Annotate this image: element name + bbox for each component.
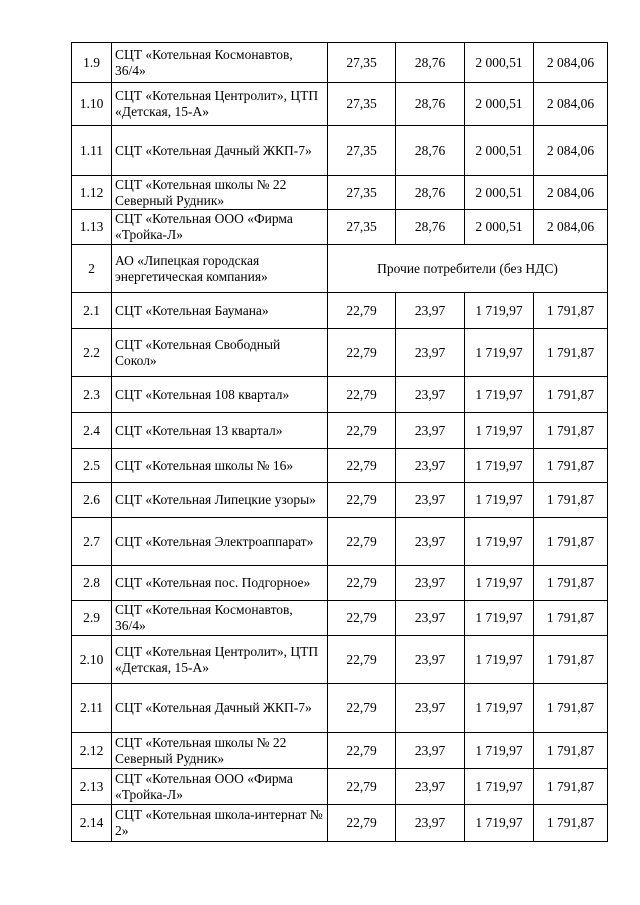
tariff-value-1: 22,79 bbox=[328, 601, 396, 636]
table-row bbox=[72, 566, 608, 601]
tariff-value-4: 2 084,06 bbox=[534, 210, 608, 245]
row-name: СЦТ «Котельная Баумана» bbox=[112, 293, 328, 329]
row-number: 2.11 bbox=[72, 684, 112, 733]
tariff-value-4: 1 791,87 bbox=[534, 733, 608, 769]
tariff-value-2: 28,76 bbox=[396, 126, 465, 176]
tariff-value-2: 23,97 bbox=[396, 329, 465, 377]
tariff-value-1: 27,35 bbox=[328, 176, 396, 210]
tariff-value-1: 22,79 bbox=[328, 293, 396, 329]
tariff-value-1: 22,79 bbox=[328, 733, 396, 769]
tariff-value-2: 23,97 bbox=[396, 566, 465, 601]
tariff-value-4: 1 791,87 bbox=[534, 293, 608, 329]
tariff-value-3: 1 719,97 bbox=[465, 566, 534, 601]
table-row bbox=[72, 329, 608, 377]
tariff-value-3: 1 719,97 bbox=[465, 805, 534, 842]
table-row bbox=[72, 210, 608, 245]
tariff-value-4: 1 791,87 bbox=[534, 566, 608, 601]
tariff-value-1: 22,79 bbox=[328, 483, 396, 518]
table-row bbox=[72, 293, 608, 329]
table-row bbox=[72, 636, 608, 684]
row-number: 1.10 bbox=[72, 83, 112, 126]
tariff-value-3: 1 719,97 bbox=[465, 483, 534, 518]
tariff-value-4: 2 084,06 bbox=[534, 176, 608, 210]
tariff-value-3: 1 719,97 bbox=[465, 769, 534, 805]
row-number: 2.5 bbox=[72, 449, 112, 483]
consumer-category: Прочие потребители (без НДС) bbox=[328, 245, 608, 293]
row-name: СЦТ «Котельная Центролит», ЦТП «Детская, 15-А» bbox=[112, 636, 328, 684]
row-number: 1.11 bbox=[72, 126, 112, 176]
tariff-value-1: 22,79 bbox=[328, 329, 396, 377]
table-row bbox=[72, 176, 608, 210]
row-name: СЦТ «Котельная пос. Подгорное» bbox=[112, 566, 328, 601]
row-name: СЦТ «Котельная Электроаппарат» bbox=[112, 518, 328, 566]
tariff-value-2: 23,97 bbox=[396, 413, 465, 449]
tariff-value-1: 22,79 bbox=[328, 769, 396, 805]
row-number: 1.12 bbox=[72, 176, 112, 210]
table-row bbox=[72, 684, 608, 733]
tariff-value-2: 23,97 bbox=[396, 636, 465, 684]
table-row bbox=[72, 518, 608, 566]
tariff-value-4: 2 084,06 bbox=[534, 43, 608, 83]
tariff-value-2: 23,97 bbox=[396, 483, 465, 518]
tariff-value-1: 27,35 bbox=[328, 83, 396, 126]
row-number: 2.10 bbox=[72, 636, 112, 684]
tariff-table-body bbox=[72, 43, 608, 842]
tariff-value-2: 28,76 bbox=[396, 210, 465, 245]
section-row bbox=[72, 245, 608, 293]
tariff-value-3: 1 719,97 bbox=[465, 684, 534, 733]
table-row bbox=[72, 43, 608, 83]
tariff-value-1: 27,35 bbox=[328, 43, 396, 83]
row-name: СЦТ «Котельная ООО «Фирма «Тройка-Л» bbox=[112, 769, 328, 805]
tariff-value-4: 1 791,87 bbox=[534, 636, 608, 684]
tariff-value-1: 22,79 bbox=[328, 413, 396, 449]
row-name: СЦТ «Котельная школы № 16» bbox=[112, 449, 328, 483]
tariff-value-2: 23,97 bbox=[396, 805, 465, 842]
tariff-value-2: 28,76 bbox=[396, 83, 465, 126]
row-number: 2.9 bbox=[72, 601, 112, 636]
tariff-value-3: 2 000,51 bbox=[465, 126, 534, 176]
tariff-value-4: 1 791,87 bbox=[534, 483, 608, 518]
tariff-value-2: 23,97 bbox=[396, 377, 465, 413]
row-number: 2.4 bbox=[72, 413, 112, 449]
row-number: 2.3 bbox=[72, 377, 112, 413]
row-name: СЦТ «Котельная Космонавтов, 36/4» bbox=[112, 43, 328, 83]
tariff-value-3: 1 719,97 bbox=[465, 636, 534, 684]
table-row bbox=[72, 83, 608, 126]
row-number: 2.14 bbox=[72, 805, 112, 842]
tariff-value-2: 23,97 bbox=[396, 769, 465, 805]
table-row bbox=[72, 805, 608, 842]
tariff-value-4: 1 791,87 bbox=[534, 684, 608, 733]
tariff-value-3: 2 000,51 bbox=[465, 210, 534, 245]
tariff-value-3: 1 719,97 bbox=[465, 413, 534, 449]
row-name: СЦТ «Котельная Центролит», ЦТП «Детская, 15-А» bbox=[112, 83, 328, 126]
tariff-value-2: 23,97 bbox=[396, 518, 465, 566]
row-number: 2.8 bbox=[72, 566, 112, 601]
row-number: 2.6 bbox=[72, 483, 112, 518]
row-name: СЦТ «Котельная школы № 22 Северный Рудник» bbox=[112, 733, 328, 769]
table-row bbox=[72, 126, 608, 176]
row-number: 2.2 bbox=[72, 329, 112, 377]
table-row bbox=[72, 769, 608, 805]
tariff-value-2: 23,97 bbox=[396, 293, 465, 329]
tariff-value-2: 23,97 bbox=[396, 684, 465, 733]
row-name: СЦТ «Котельная Липецкие узоры» bbox=[112, 483, 328, 518]
row-number: 1.13 bbox=[72, 210, 112, 245]
tariff-value-3: 1 719,97 bbox=[465, 293, 534, 329]
tariff-value-4: 1 791,87 bbox=[534, 769, 608, 805]
row-name: АО «Липецкая городская энергетическая компания» bbox=[112, 245, 328, 293]
tariff-value-3: 2 000,51 bbox=[465, 43, 534, 83]
tariff-value-1: 22,79 bbox=[328, 684, 396, 733]
tariff-value-2: 28,76 bbox=[396, 176, 465, 210]
table-row bbox=[72, 733, 608, 769]
tariff-value-4: 1 791,87 bbox=[534, 413, 608, 449]
table-row bbox=[72, 413, 608, 449]
row-number: 2.1 bbox=[72, 293, 112, 329]
row-name: СЦТ «Котельная Космонавтов, 36/4» bbox=[112, 601, 328, 636]
tariff-value-4: 2 084,06 bbox=[534, 126, 608, 176]
tariff-value-4: 1 791,87 bbox=[534, 377, 608, 413]
tariff-value-3: 1 719,97 bbox=[465, 449, 534, 483]
tariff-value-4: 2 084,06 bbox=[534, 83, 608, 126]
tariff-value-4: 1 791,87 bbox=[534, 449, 608, 483]
table-row bbox=[72, 449, 608, 483]
tariff-table bbox=[71, 42, 608, 842]
row-number: 2.12 bbox=[72, 733, 112, 769]
tariff-value-2: 28,76 bbox=[396, 43, 465, 83]
tariff-value-3: 1 719,97 bbox=[465, 733, 534, 769]
table-row bbox=[72, 601, 608, 636]
tariff-value-3: 1 719,97 bbox=[465, 601, 534, 636]
row-name: СЦТ «Котельная школы № 22 Северный Рудник» bbox=[112, 176, 328, 210]
table-row bbox=[72, 483, 608, 518]
tariff-value-2: 23,97 bbox=[396, 449, 465, 483]
row-name: СЦТ «Котельная ООО «Фирма «Тройка-Л» bbox=[112, 210, 328, 245]
tariff-value-1: 27,35 bbox=[328, 210, 396, 245]
row-name: СЦТ «Котельная Дачный ЖКП-7» bbox=[112, 684, 328, 733]
tariff-value-3: 1 719,97 bbox=[465, 329, 534, 377]
tariff-value-1: 22,79 bbox=[328, 377, 396, 413]
tariff-value-2: 23,97 bbox=[396, 733, 465, 769]
row-name: СЦТ «Котельная 108 квартал» bbox=[112, 377, 328, 413]
table-row bbox=[72, 377, 608, 413]
row-number: 2 bbox=[72, 245, 112, 293]
row-number: 2.7 bbox=[72, 518, 112, 566]
tariff-value-1: 22,79 bbox=[328, 449, 396, 483]
tariff-value-3: 1 719,97 bbox=[465, 377, 534, 413]
tariff-value-1: 27,35 bbox=[328, 126, 396, 176]
tariff-value-4: 1 791,87 bbox=[534, 601, 608, 636]
tariff-value-4: 1 791,87 bbox=[534, 805, 608, 842]
tariff-value-2: 23,97 bbox=[396, 601, 465, 636]
row-name: СЦТ «Котельная Дачный ЖКП-7» bbox=[112, 126, 328, 176]
row-number: 1.9 bbox=[72, 43, 112, 83]
tariff-value-1: 22,79 bbox=[328, 805, 396, 842]
row-name: СЦТ «Котельная 13 квартал» bbox=[112, 413, 328, 449]
tariff-value-3: 2 000,51 bbox=[465, 176, 534, 210]
tariff-value-4: 1 791,87 bbox=[534, 329, 608, 377]
tariff-value-1: 22,79 bbox=[328, 566, 396, 601]
row-name: СЦТ «Котельная школа-интернат № 2» bbox=[112, 805, 328, 842]
tariff-value-4: 1 791,87 bbox=[534, 518, 608, 566]
tariff-value-3: 1 719,97 bbox=[465, 518, 534, 566]
tariff-value-1: 22,79 bbox=[328, 636, 396, 684]
tariff-value-3: 2 000,51 bbox=[465, 83, 534, 126]
row-name: СЦТ «Котельная Свободный Сокол» bbox=[112, 329, 328, 377]
tariff-value-1: 22,79 bbox=[328, 518, 396, 566]
row-number: 2.13 bbox=[72, 769, 112, 805]
